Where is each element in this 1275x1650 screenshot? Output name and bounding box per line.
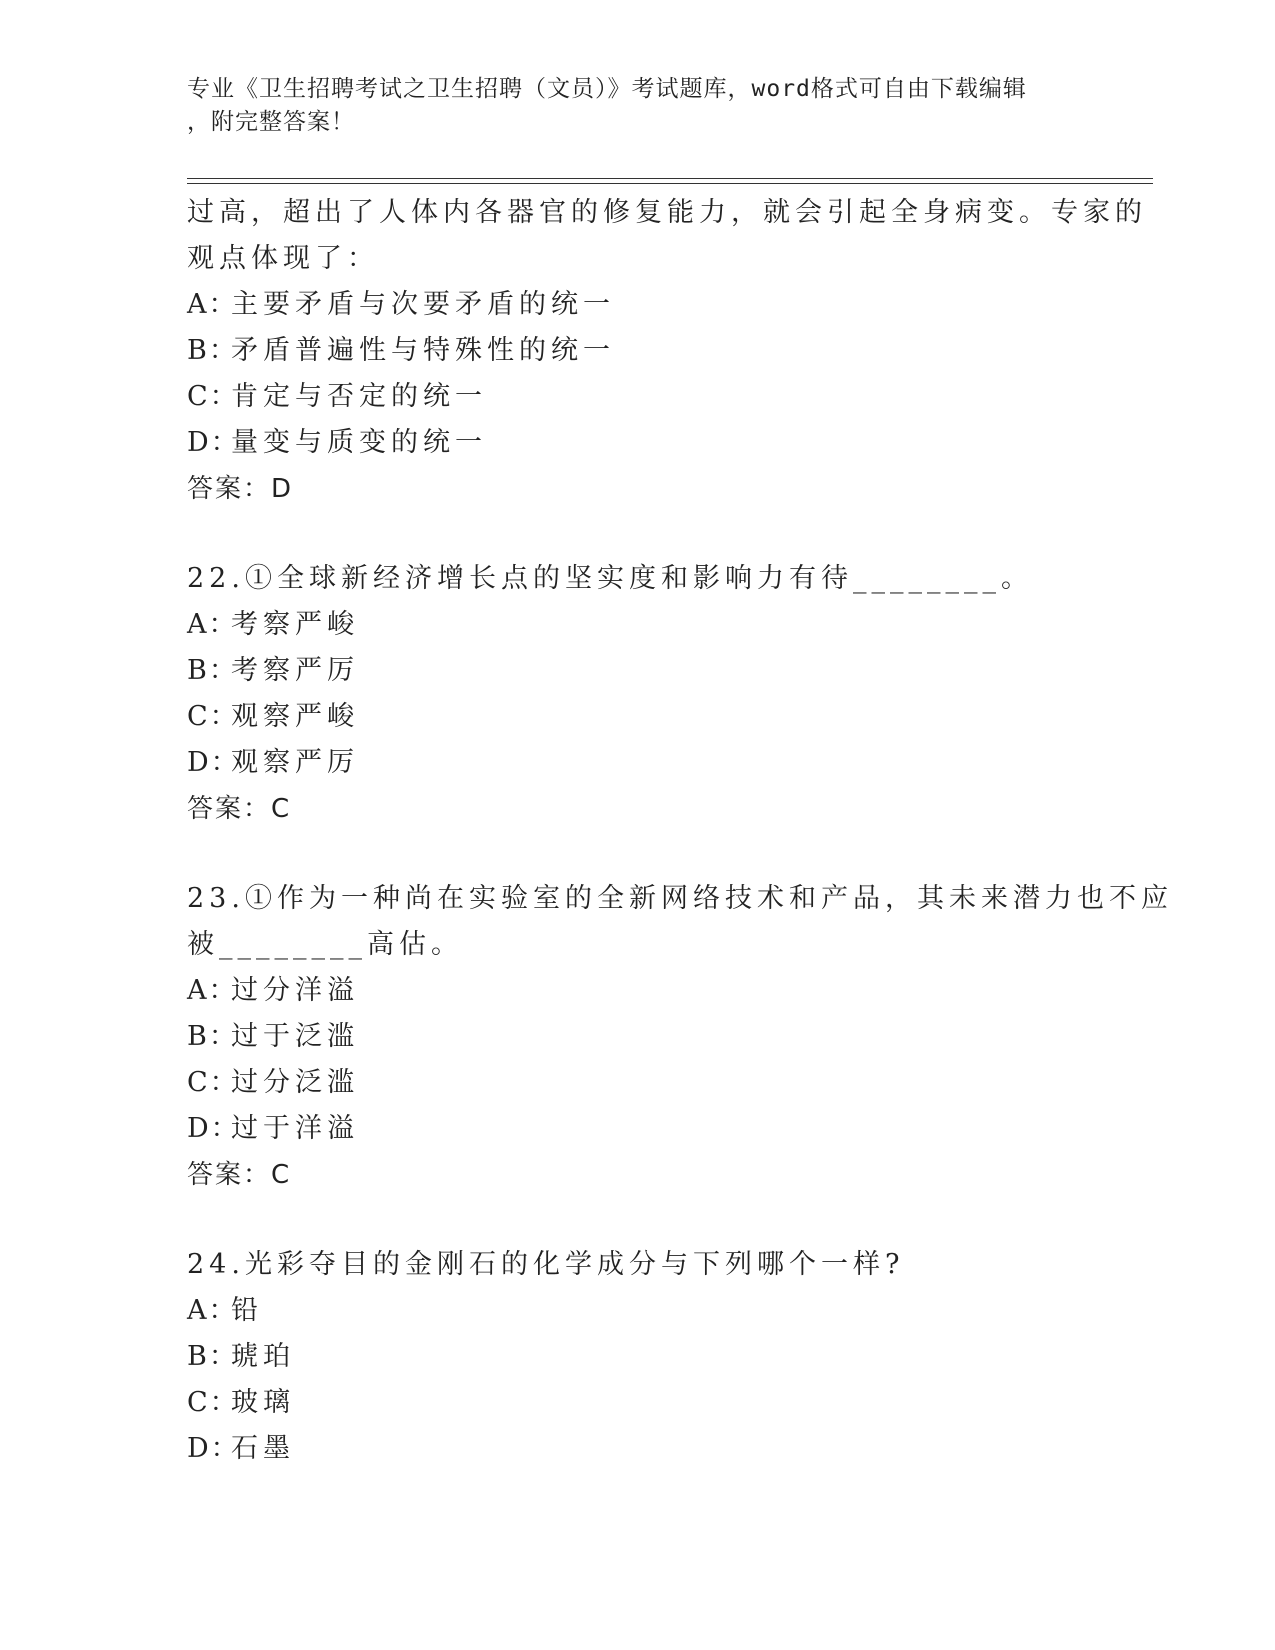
option-c	[187, 1380, 1087, 1426]
question-22	[187, 556, 1087, 832]
option-text: 肯定与否定的统一	[231, 381, 487, 412]
option-text: 石墨	[231, 1433, 295, 1464]
option-letter: C：	[187, 381, 239, 412]
question-list	[187, 190, 1173, 1472]
answer-line: 答案：D	[187, 474, 294, 504]
spacer	[187, 1198, 1087, 1242]
question-text-line: 观点体现了：	[187, 243, 379, 274]
option-letter: C：	[187, 701, 239, 732]
option-letter: C：	[187, 1067, 239, 1098]
spacer	[187, 512, 1087, 556]
option-a	[187, 282, 1087, 328]
option-c	[187, 694, 1087, 740]
option-b	[187, 648, 1087, 694]
option-c	[187, 1060, 1087, 1106]
option-a	[187, 602, 1087, 648]
question-text-line: 22.①全球新经济增长点的坚实度和影响力有待________。	[187, 563, 1033, 594]
option-text: 玻璃	[231, 1387, 295, 1418]
header-line-1: 专业《卫生招聘考试之卫生招聘（文员）》考试题库，word格式可自由下载编辑	[187, 76, 1027, 102]
question-23	[187, 876, 1173, 1198]
option-letter: D：	[187, 1433, 240, 1464]
option-text: 观察严峻	[231, 701, 359, 732]
option-d	[187, 1426, 1087, 1472]
question-21-continuation	[187, 190, 1147, 512]
option-a	[187, 968, 1087, 1014]
question-text-line: 被________高估。	[187, 929, 463, 960]
option-letter: A：	[187, 1295, 238, 1326]
option-text: 过分泛滥	[231, 1067, 359, 1098]
option-text: 主要矛盾与次要矛盾的统一	[231, 289, 615, 320]
option-letter: D：	[187, 1113, 240, 1144]
option-text: 量变与质变的统一	[231, 427, 487, 458]
option-a	[187, 1288, 1087, 1334]
option-b	[187, 1014, 1087, 1060]
option-b	[187, 328, 1087, 374]
option-text: 琥珀	[231, 1341, 295, 1372]
option-letter: B：	[187, 655, 238, 686]
option-d	[187, 1106, 1087, 1152]
option-text: 过于泛滥	[231, 1021, 359, 1052]
option-letter: D：	[187, 427, 240, 458]
option-letter: B：	[187, 335, 238, 366]
option-text: 过于洋溢	[231, 1113, 359, 1144]
option-text: 观察严厉	[231, 747, 359, 778]
question-text-line: 24.光彩夺目的金刚石的化学成分与下列哪个一样?	[187, 1249, 905, 1280]
option-letter: D：	[187, 747, 240, 778]
option-d	[187, 740, 1087, 786]
question-text-line: 23.①作为一种尚在实验室的全新网络技术和产品，其未来潜力也不应	[187, 883, 1173, 914]
option-letter: A：	[187, 975, 238, 1006]
option-text: 考察严厉	[231, 655, 359, 686]
option-text: 铅	[231, 1295, 263, 1326]
header-divider-top	[187, 178, 1153, 179]
option-text: 矛盾普遍性与特殊性的统一	[231, 335, 615, 366]
option-letter: A：	[187, 609, 238, 640]
option-letter: C：	[187, 1387, 239, 1418]
answer-line: 答案：C	[187, 1160, 292, 1190]
option-text: 考察严峻	[231, 609, 359, 640]
option-d	[187, 420, 1087, 466]
header-line-2: ，附完整答案！	[187, 109, 355, 135]
question-24	[187, 1242, 1087, 1472]
option-letter: B：	[187, 1341, 238, 1372]
option-b	[187, 1334, 1087, 1380]
option-c	[187, 374, 1087, 420]
option-letter: B：	[187, 1021, 238, 1052]
option-letter: A：	[187, 289, 238, 320]
spacer	[187, 832, 1087, 876]
question-text-line: 过高，超出了人体内各器官的修复能力，就会引起全身病变。专家的	[187, 197, 1147, 228]
header-divider-bottom	[187, 183, 1153, 184]
answer-line: 答案：C	[187, 794, 292, 824]
option-text: 过分洋溢	[231, 975, 359, 1006]
document-header	[187, 73, 1067, 139]
